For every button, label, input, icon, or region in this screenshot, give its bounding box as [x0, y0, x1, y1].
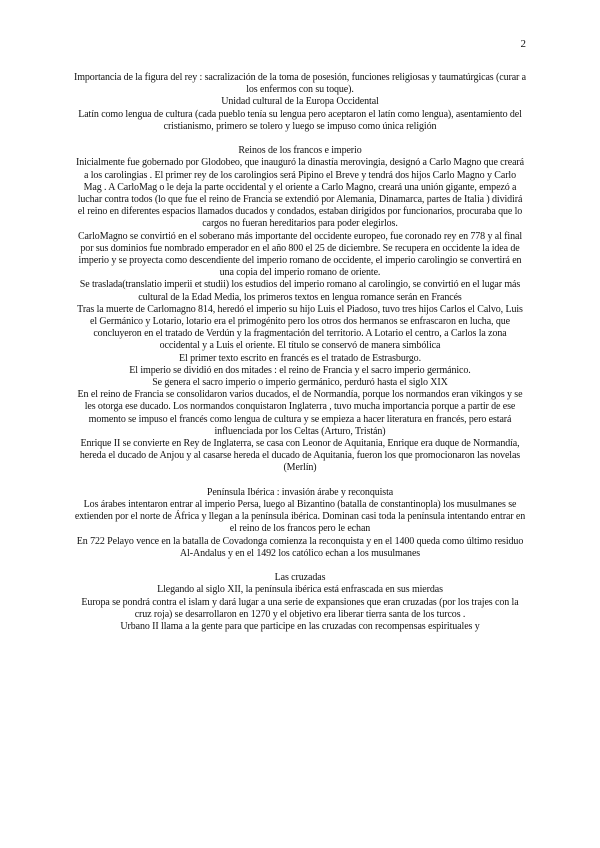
paragraph: El imperio se dividió en dos mitades : el reino de Francia y el sacro imperio germánico.	[129, 364, 471, 376]
document-body	[74, 72, 526, 633]
paragraph: CarloMagno se convirtió en el soberano más importante del occidente europeo, fue coronado rey en 778 y al final por sus dominios fue nombrado emperador en el año 800 el 25 de diciembre. Se recupera en occidente la idea de imperio y se proyecta como descendiente del imperio romano de occidente, el imperio carolingio se convertirá en una copia del imperio romano de oriente.	[77, 230, 523, 279]
paragraph: Latín como lengua de cultura (cada pueblo tenía su lengua pero aceptaron el latín como lengua), asentamiento del cristianismo, primero se tolero y luego se impuso como única religión	[78, 108, 522, 132]
paragraph: Llegando al siglo XII, la península ibérica está enfrascada en sus mierdas	[157, 584, 443, 596]
paragraph: Reinos de los francos e imperio	[238, 145, 362, 157]
paragraph-spacer	[74, 560, 526, 572]
paragraph: Los árabes intentaron entrar al imperio Persa, luego al Bizantino (batalla de constantinopla) los musulmanes se extienden por el norte de África y llegan a la península ibérica. Dominan casi toda la península intentando entrar en el reino de los francos pero le echan	[74, 499, 526, 535]
paragraph: Tras la muerte de Carlomagno 814, heredó el imperio su hijo Luis el Piadoso, tuvo tres hijos Carlos el Calvo, Luis el Germánico y Lotario, lotario era el primogénito pero los otros dos hermanos se enfrascaron en lucha, que concluyeron en el tratado de Verdún y la fragmentación del territorio. A Lotario el centro, a Carlos la zona occidental y a Luis el oriente. El título se conservó de manera simbólica	[77, 303, 523, 352]
paragraph-spacer	[74, 133, 526, 145]
paragraph: Se traslada(translatio imperii et studii) los estudios del imperio romano al carolingio, se convirtió en el lugar más cultural de la Edad Media, los primeros textos en lengua romance serán en Francés	[79, 279, 521, 303]
paragraph: Se genera el sacro imperio o imperio germánico, perduró hasta el siglo XIX	[152, 377, 448, 389]
paragraph: Europa se pondrá contra el islam y dará lugar a una serie de expansiones que eran cruzadas (por los trajes con la cruz roja) se desarrollaron en 1270 y el objetivo era liberar tierra santa de los turcos .	[81, 596, 519, 620]
paragraph: Unidad cultural de la Europa Occidental	[221, 96, 379, 108]
paragraph: Las cruzadas	[274, 572, 326, 584]
paragraph: El primer texto escrito en francés es el tratado de Estrasburgo.	[179, 352, 421, 364]
paragraph: Importancia de la figura del rey : sacralización de la toma de posesión, funciones religiosas y taumatúrgicas (curar a los enfermos con su toque).	[74, 72, 526, 96]
paragraph: En el reino de Francia se consolidaron varios ducados, el de Normandía, porque los normandos eran vikingos y se les otorga ese ducado. Los normandos conquistaron Inglaterra , tuvo mucha importancia porque a partir de ese momento se impuso el francés como lengua de cultura y se empieza a hacer literatura en francés, pero estará influenciada por los Celtas (Arturo, Tristán)	[77, 389, 523, 437]
paragraph: Enrique II se convierte en Rey de Inglaterra, se casa con Leonor de Aquitania, Enrique era duque de Normandía, hereda el ducado de Anjou y al casarse hereda el ducado de Aquitania, fueron los que promocionaron las novelas (Merlín)	[79, 438, 521, 474]
paragraph: Urbano II llama a la gente para que participe en las cruzadas con recompensas espirituales y	[120, 621, 480, 633]
page-number: 2	[520, 38, 526, 50]
paragraph: Inicialmente fue gobernado por Glodobeo, que inauguró la dinastía merovingia, designó a Carlo Magno que creará a los carolingias . El primer rey de los carolingios será Pipino el Breve y tendrá dos hijos Carlo Magno y Carlo Mag . A CarloMag o le deja la parte occidental y el oriente a Carlo Magno, creará una unión gigante, empezó a luchar contra todos (lo que fue el reino de Francia se extendió por Alemania, Dinamarca, partes de Italia ) dividirá el reino en diferentes espacios llamados ducados y condados, estaban dirigidos por funcionarios, procuraba que lo cargos no fueran hereditarios para poder elegirlos.	[75, 157, 524, 230]
paragraph: En 722 Pelayo vence en la batalla de Covadonga comienza la reconquista y en el 1400 queda como último residuo Al-Andalus y en el 1492 los católico echan a los musulmanes	[76, 535, 524, 559]
paragraph: Península Ibérica : invasión árabe y reconquista	[206, 486, 394, 498]
paragraph-spacer	[74, 475, 526, 487]
